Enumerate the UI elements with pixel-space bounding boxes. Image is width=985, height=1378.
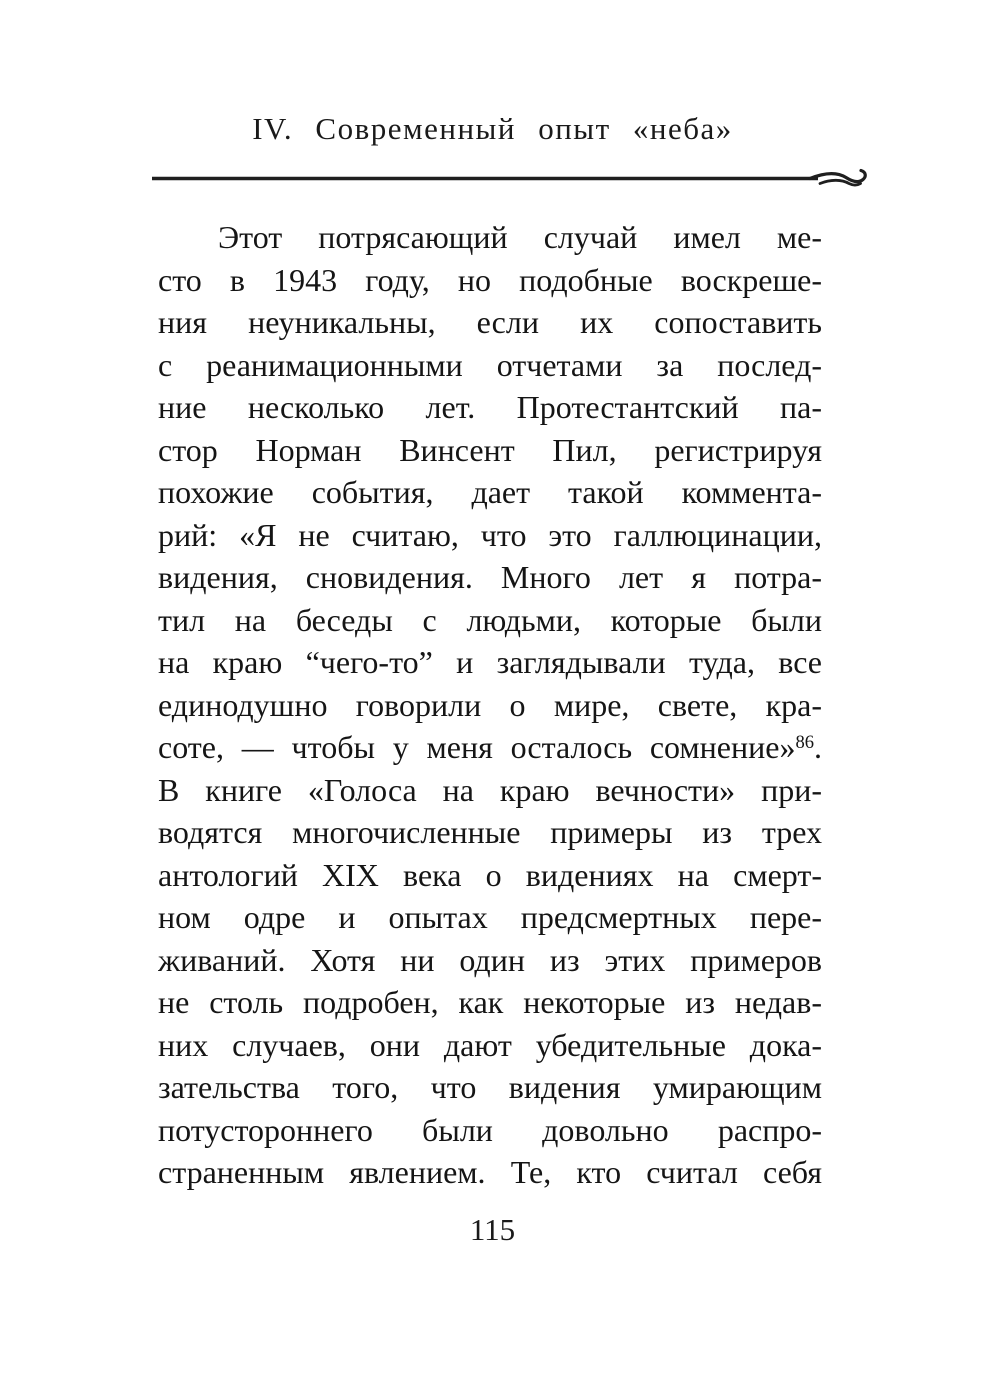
text-line: зательства того, что видения умирающим — [158, 1069, 822, 1105]
text-line-part: соте, — чтобы у меня осталось сомнение» — [158, 729, 796, 765]
text-line: рий: «Я не считаю, что это галлюцинации, — [158, 516, 822, 553]
text-line: на краю “чего-то” и заглядывали туда, все — [158, 644, 822, 680]
text-line: В книге «Голоса на краю вечности» при- — [158, 771, 822, 808]
text-line — [158, 726, 822, 769]
chapter-heading: IV. Современный опыт «неба» — [252, 111, 733, 146]
text-line: живаний. Хотя ни один из этих примеров — [158, 941, 822, 978]
text-line: похожие события, дает такой коммента- — [158, 474, 822, 510]
text-line: потустороннего были довольно распро- — [158, 1111, 822, 1148]
divider-flourish-icon — [150, 160, 870, 196]
text-line: водятся многочисленные примеры из трех — [158, 814, 822, 850]
text-line: Этот потрясающий случай имел ме- — [218, 219, 822, 255]
text-line: сто в 1943 году, но подобные воскреше- — [158, 261, 822, 298]
text-line-part: . — [814, 729, 822, 765]
text-line: видения, сновидения. Много лет я потра- — [158, 559, 822, 595]
text-line: с реанимационными отчетами за послед- — [158, 346, 822, 383]
text-line: антологий XIX века о видениях на смерт- — [158, 856, 822, 893]
text-line: единодушно говорили о мире, свете, кра- — [158, 686, 822, 723]
text-line: стор Норман Винсент Пил, регистрируя — [158, 431, 822, 468]
text-line: ном одре и опытах предсмертных пере- — [158, 899, 822, 935]
text-line: не столь подробен, как некоторые из недав- — [158, 984, 822, 1020]
text-line: них случаев, они дают убедительные дока- — [158, 1026, 822, 1063]
page-number: 115 — [469, 1212, 516, 1247]
text-line: тил на беседы с людьми, которые были — [158, 601, 822, 638]
paragraph — [158, 216, 822, 1194]
text-line: страненным явлением. Те, кто считал себя — [158, 1154, 822, 1190]
text-line: ние несколько лет. Протестантский па- — [158, 389, 822, 425]
footnote-reference: 86 — [795, 731, 814, 753]
text-line: ния неуникальны, если их сопоставить — [158, 304, 822, 340]
